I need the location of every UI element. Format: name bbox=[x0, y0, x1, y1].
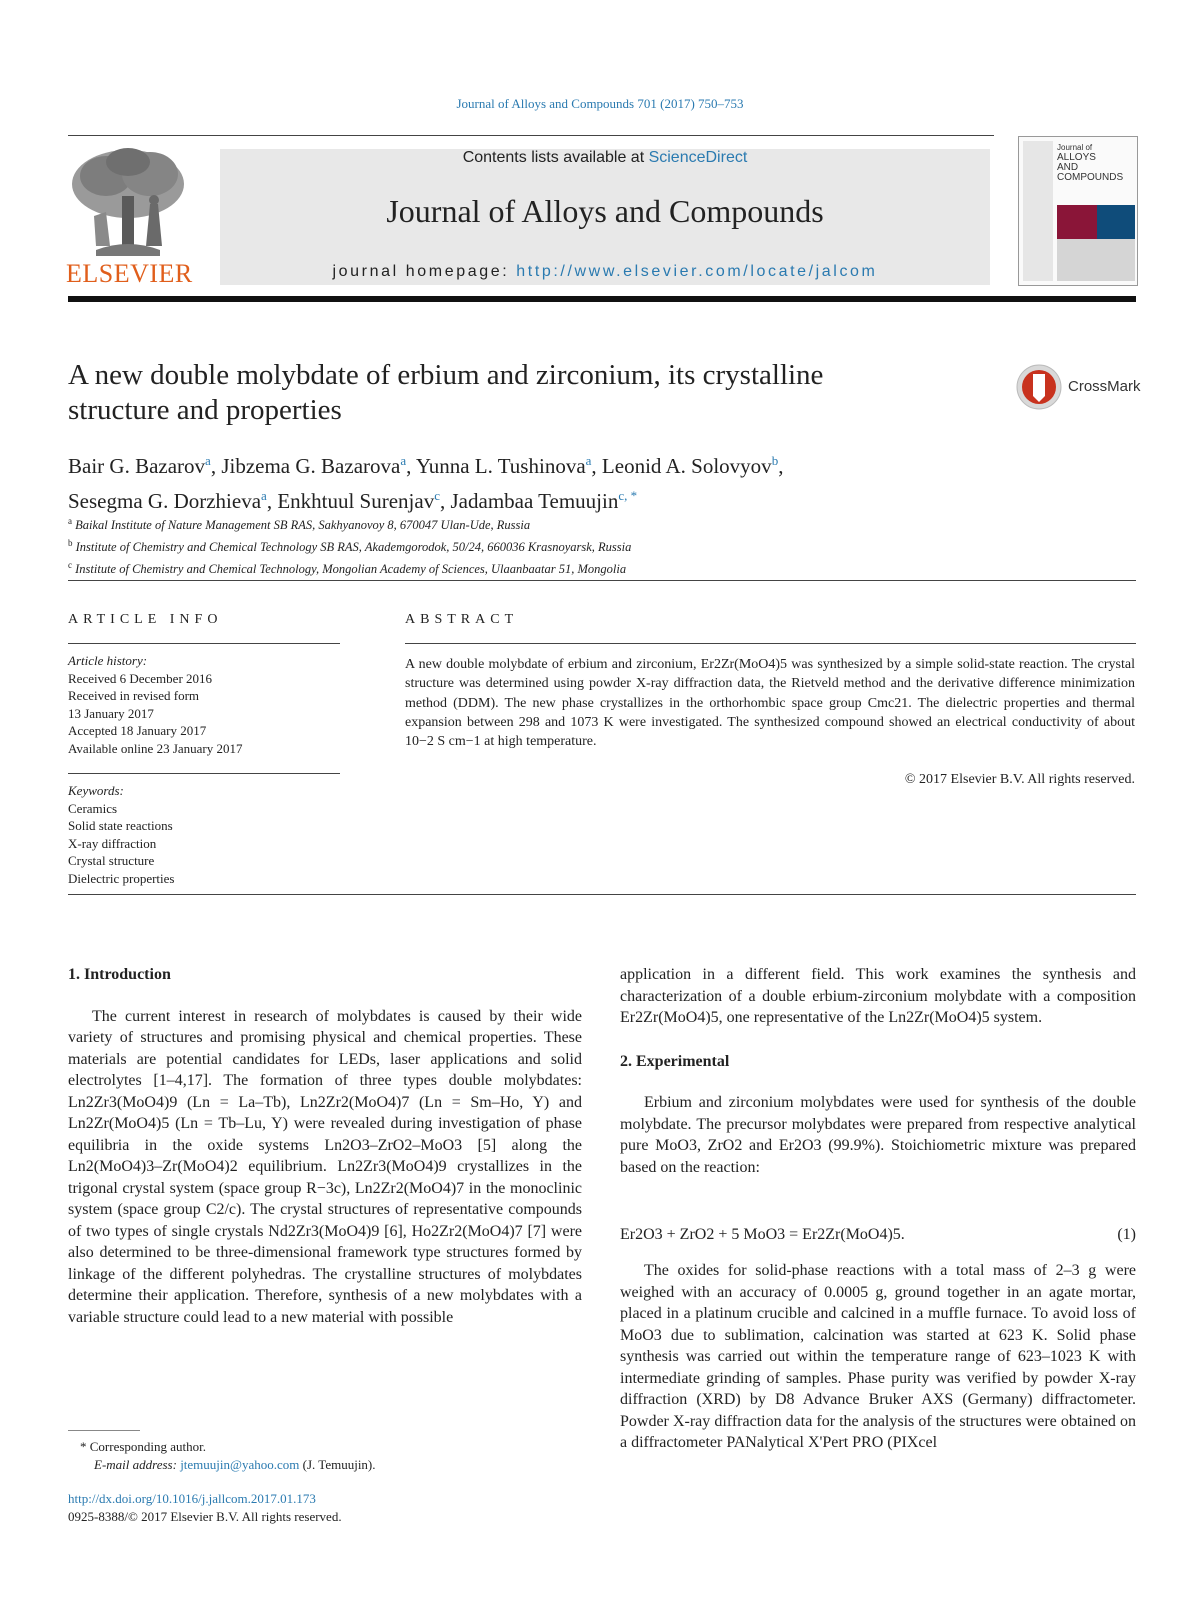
cover-title-line: AND COMPOUNDS bbox=[1057, 162, 1124, 183]
article-history bbox=[68, 652, 340, 757]
affiliation-text: Institute of Chemistry and Chemical Technology, Mongolian Academy of Sciences, Ulaanbaatar 51, Mongolia bbox=[75, 562, 627, 577]
history-item: 13 January 2017 bbox=[68, 705, 154, 721]
equation-1 bbox=[620, 1226, 1136, 1244]
cover-title bbox=[1057, 143, 1135, 183]
crossmark-label: CrossMark bbox=[1068, 378, 1141, 395]
author-name[interactable]: Sesegma G. Dorzhieva bbox=[68, 489, 262, 513]
journal-citation[interactable]: Journal of Alloys and Compounds 701 (2017) 750–753 bbox=[456, 96, 744, 111]
journal-cover-thumbnail[interactable] bbox=[1018, 136, 1138, 286]
affiliation-mark: b bbox=[68, 538, 73, 549]
crossmark-badge[interactable] bbox=[1016, 364, 1140, 410]
contents-prefix: Contents lists available at bbox=[462, 149, 649, 166]
section-heading-experimental: 2. Experimental bbox=[620, 1052, 730, 1070]
author-separator: , bbox=[591, 454, 602, 478]
affiliation bbox=[68, 556, 1138, 578]
author-line bbox=[68, 481, 1138, 516]
affiliation-text: Baikal Institute of Nature Management SB RAS, Sakhyanovoy 8, 670047 Ulan-Ude, Russia bbox=[75, 518, 531, 533]
sciencedirect-link[interactable]: ScienceDirect bbox=[648, 149, 748, 166]
journal-banner bbox=[220, 149, 990, 285]
experimental-continued bbox=[620, 1260, 1136, 1454]
author-affil-mark[interactable]: a bbox=[261, 488, 267, 503]
divider bbox=[405, 643, 1136, 644]
elsevier-logo bbox=[66, 146, 191, 288]
affiliation-mark: a bbox=[68, 516, 72, 526]
divider bbox=[68, 894, 1136, 895]
article-info-heading: ARTICLE INFO bbox=[68, 612, 223, 627]
cover-title-line: ALLOYS bbox=[1057, 152, 1096, 163]
affiliations bbox=[68, 512, 1138, 578]
keyword[interactable]: Crystal structure bbox=[68, 853, 155, 868]
introduction-continued: application in a different field. This work examines the synthesis and characterization of a double erbium-zirconium molybdate with a composition Er2Zr(MoO4)5, one representative of the Ln2Zr(MoO4)5 system. bbox=[620, 966, 1136, 1026]
affiliation bbox=[68, 534, 1138, 556]
keywords bbox=[68, 782, 340, 887]
history-item: Accepted 18 January 2017 bbox=[68, 723, 207, 738]
abstract-copyright: © 2017 Elsevier B.V. All rights reserved. bbox=[904, 772, 1135, 787]
author-list bbox=[68, 446, 1138, 516]
cover-title-line: Journal of bbox=[1057, 143, 1093, 152]
email-suffix: (J. Temuujin). bbox=[299, 1457, 376, 1472]
history-item: Received 6 December 2016 bbox=[68, 670, 213, 686]
divider bbox=[68, 643, 340, 644]
author-separator: , bbox=[266, 489, 278, 513]
right-column bbox=[620, 964, 1136, 1178]
introduction-paragraph: The current interest in research of molybdates is caused by their wide variety of structures and promising physical and chemical properties. These materials are potential candidates for LEDs, laser applications and solid electrolytes [1–4,17]. The formation of three types double molybdates: Ln2Zr3(MoO4)9 (Ln = La–Tb), Ln2Zr2(MoO4)7 (Ln = Sm–Ho, Y) and Ln2Zr(MoO4)5 (Ln = Tb–Lu, Y) were revealed during investigation of phase equilibria in the oxide systems Ln2O3–ZrO2–MoO3 [5] along the Ln2(MoO4)3–Zr(MoO4)2 equilibrium. Ln2Zr3(MoO4)9 crystallizes in the trigonal crystal system (space group R−3c), Ln2Zr2(MoO4)7 in the monoclinic system (space group C2/c). The crystal structures of representative compounds of two types of single crystals Nd2Zr3(MoO4)9 [6], Ho2Zr2(MoO4)7 [7] were also determined to be three-dimensional framework type structures formed by linkage of the different polyhedras. The crystalline structures of molybdates determine their application. Therefore, synthesis of a new molybdates with a variable structure could lead to a new material with possible bbox=[68, 1007, 582, 1326]
cover-red-block bbox=[1057, 205, 1097, 239]
issn-line: 0925-8388/© 2017 Elsevier B.V. All rights reserved. bbox=[68, 1509, 342, 1524]
experimental-paragraph: The oxides for solid-phase reactions with a total mass of 2–3 g were weighed with an accuracy of 0.0005 g, ground together in an agate mortar, placed in a platinum crucible and calcined in a muffle furnace. To avoid loss of MoO3 due to sublimation, calcination was started at 623 K. Solid phase synthesis was carried out within the temperature range of 623–1023 K with intermediate grinding of samples. Phase purity was verified by powder X-ray diffraction (XRD) by D8 Advance Bruker AXS (Germany) diffractometer. Powder X-ray diffraction data for the analysis of the structures were obtained on a diffractometer PANalytical X'Pert PRO (PIXcel bbox=[620, 1262, 1136, 1451]
email-line bbox=[80, 1456, 500, 1474]
homepage-link[interactable]: http://www.elsevier.com/locate/jalcom bbox=[516, 263, 878, 280]
author-affil-mark[interactable]: b bbox=[771, 453, 779, 468]
corresponding-author-footnote bbox=[80, 1438, 500, 1474]
affiliation-mark: c bbox=[68, 560, 72, 571]
email-link[interactable]: jtemuujin@yahoo.com bbox=[180, 1457, 300, 1472]
history-label: Article history: bbox=[68, 653, 148, 668]
cover-left-strip bbox=[1023, 141, 1053, 281]
author-separator: , bbox=[406, 454, 416, 478]
keywords-label: Keywords: bbox=[68, 783, 124, 798]
experimental-paragraph: Erbium and zirconium molybdates were used for synthesis of the double molybdate. The precursor molybdates were prepared from respective analytical pure MoO3, ZrO2 and Er2O3 (99.9%). Stoichiometric mixture was prepared based on the reaction: bbox=[620, 1094, 1136, 1176]
section-heading-introduction: 1. Introduction bbox=[68, 966, 171, 983]
keyword[interactable]: X-ray diffraction bbox=[68, 835, 157, 851]
author-name[interactable]: Bair G. Bazarov bbox=[68, 454, 206, 478]
contents-line bbox=[220, 149, 990, 167]
cover-gray-block bbox=[1057, 239, 1135, 281]
homepage-prefix: journal homepage: bbox=[332, 263, 517, 280]
header-rule bbox=[68, 135, 994, 136]
footnote-rule bbox=[68, 1430, 140, 1431]
history-item: Available online 23 January 2017 bbox=[68, 740, 243, 756]
author-affil-mark[interactable]: a bbox=[400, 453, 407, 468]
divider bbox=[68, 773, 340, 774]
header-thick-rule bbox=[68, 296, 1136, 302]
author-name[interactable]: Jadambaa Temuujin bbox=[450, 489, 619, 513]
homepage-line bbox=[220, 263, 990, 281]
elsevier-tree-icon bbox=[66, 146, 190, 258]
divider bbox=[68, 580, 1136, 581]
equation-text: Er2O3 + ZrO2 + 5 MoO3 = Er2Zr(MoO4)5. bbox=[620, 1226, 905, 1243]
cover-blue-block bbox=[1097, 205, 1135, 239]
equation-number: (1) bbox=[1117, 1226, 1136, 1243]
author-name[interactable]: Leonid A. Solovyov bbox=[601, 454, 772, 478]
journal-title: Journal of Alloys and Compounds bbox=[386, 193, 824, 229]
history-item: Received in revised form bbox=[68, 688, 200, 703]
author-affil-mark[interactable]: c, * bbox=[618, 488, 638, 503]
author-name[interactable]: Enkhtuul Surenjav bbox=[277, 489, 435, 513]
author-name[interactable]: Jibzema G. Bazarova bbox=[221, 454, 401, 478]
crossmark-icon bbox=[1016, 364, 1062, 410]
author-separator: , bbox=[778, 454, 784, 478]
author-affil-mark[interactable]: a bbox=[585, 453, 592, 468]
title-line: structure and properties bbox=[68, 394, 342, 426]
affiliation bbox=[68, 512, 1138, 534]
keyword[interactable]: Solid state reactions bbox=[68, 818, 173, 833]
author-separator: , bbox=[440, 489, 451, 513]
article-title bbox=[68, 358, 998, 428]
affiliation-text: Institute of Chemistry and Chemical Technology SB RAS, Akademgorodok, 50/24, 660036 Krasnoyarsk, Russia bbox=[75, 540, 632, 555]
left-column bbox=[68, 964, 582, 1328]
author-separator: , bbox=[210, 454, 222, 478]
author-affil-mark[interactable]: a bbox=[205, 453, 211, 468]
author-name[interactable]: Yunna L. Tushinova bbox=[415, 454, 586, 478]
title-line: A new double molybdate of erbium and zirconium, its crystalline bbox=[68, 359, 824, 391]
keyword[interactable]: Dielectric properties bbox=[68, 870, 175, 886]
doi-block bbox=[68, 1490, 568, 1526]
abstract-text: A new double molybdate of erbium and zirconium, Er2Zr(MoO4)5 was synthesized by a simple solid-state reaction. The crystal structure was determined using powder X-ray diffraction data, the Rietveld method and the derivative difference minimization method (DDM). The new phase crystallizes in the orthorhombic space group Cmc21. The dielectric properties and thermal expansion between 298 and 1073 K were investigated. The synthesized compound showed an electrical conductivity of about 10−2 S cm−1 at high temperature. bbox=[405, 657, 1135, 750]
doi-link[interactable]: http://dx.doi.org/10.1016/j.jallcom.2017.01.173 bbox=[68, 1491, 316, 1506]
elsevier-wordmark: ELSEVIER bbox=[66, 259, 193, 288]
corresponding-label: * Corresponding author. bbox=[80, 1439, 207, 1454]
abstract-heading: ABSTRACT bbox=[405, 612, 519, 627]
author-line bbox=[68, 446, 1138, 481]
email-label: E-mail address: bbox=[94, 1457, 181, 1472]
keyword[interactable]: Ceramics bbox=[68, 800, 118, 816]
author-affil-mark[interactable]: c bbox=[434, 488, 440, 503]
